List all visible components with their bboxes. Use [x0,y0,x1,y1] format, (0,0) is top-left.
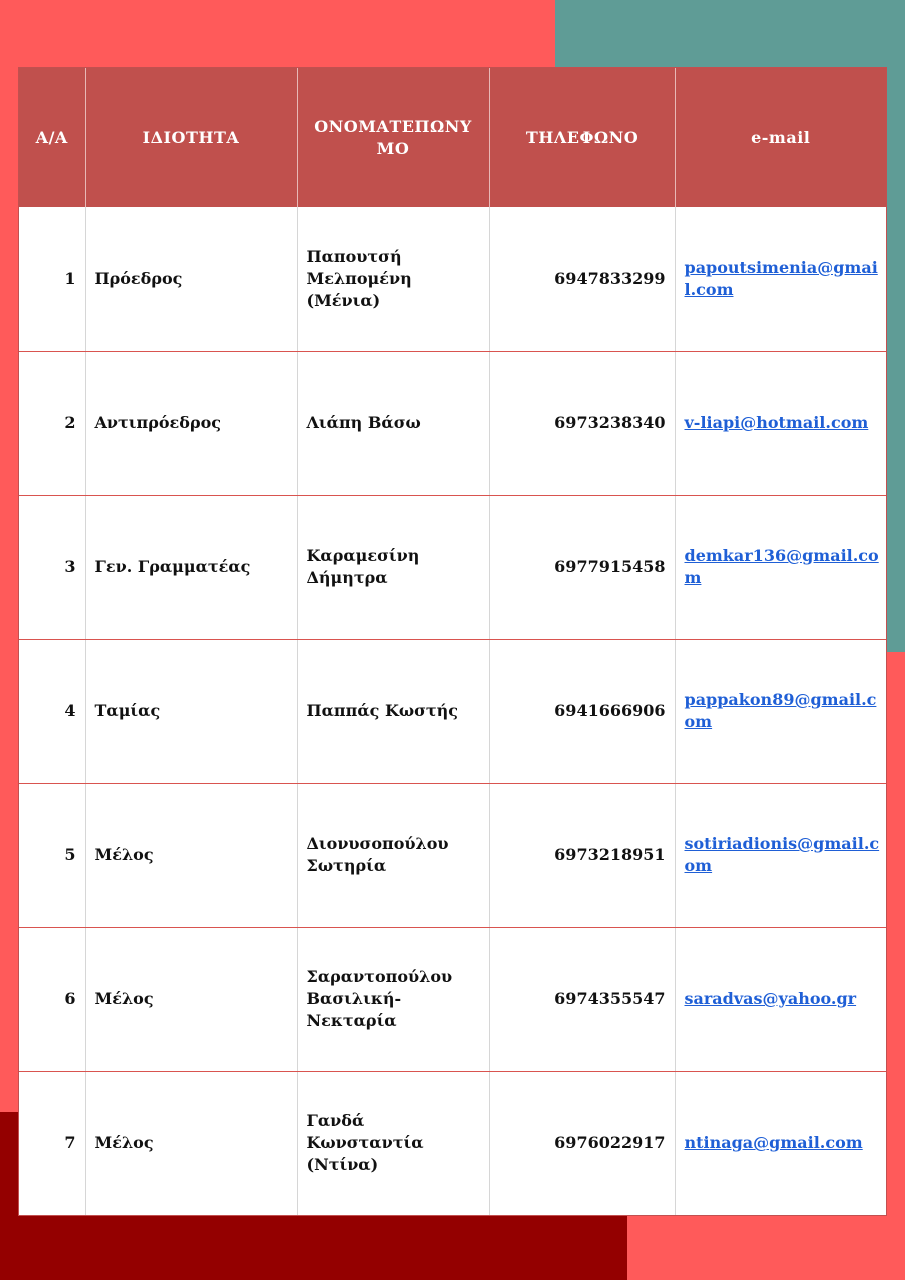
member-phone: 6973238340 [489,351,675,495]
table-row [19,495,886,639]
member-name: Διονυσοπούλου Σωτηρία [297,783,489,927]
member-phone: 6977915458 [489,495,675,639]
member-phone: 6947833299 [489,207,675,351]
table-row [19,207,886,351]
member-role: Μέλος [85,783,297,927]
email-link[interactable]: demkar136@gmail.com [684,546,879,587]
row-number: 4 [19,639,85,783]
email-link[interactable]: v-liapi@hotmail.com [684,413,869,432]
header-name: ΟΝΟΜΑΤΕΠΩΝΥΜΟ [297,68,489,207]
table-row [19,927,886,1071]
member-role: Πρόεδρος [85,207,297,351]
member-phone: 6974355547 [489,927,675,1071]
row-number: 7 [19,1071,85,1215]
member-email-cell [675,1071,886,1215]
table-row [19,351,886,495]
member-phone: 6973218951 [489,783,675,927]
member-name: Παππάς Κωστής [297,639,489,783]
member-email-cell [675,495,886,639]
header-aa: Α/Α [19,68,85,207]
header-role: ΙΔΙΟΤΗΤΑ [85,68,297,207]
board-members-table [18,67,887,1216]
email-link[interactable]: papoutsimenia@gmail.com [684,257,878,299]
table-header-row [19,68,886,207]
member-email-cell [675,927,886,1071]
member-name: Γανδά Κωνσταντία (Ντίνα) [297,1071,489,1215]
member-name: Σαραντοπούλου Βασιλική-Νεκταρία [297,927,489,1071]
table-row [19,783,886,927]
email-link[interactable]: ntinaga@gmail.com [684,1133,863,1153]
table-row [19,1071,886,1215]
member-name: Καραμεσίνη Δήμητρα [297,495,489,639]
row-number: 1 [19,207,85,351]
header-email: e-mail [675,68,886,207]
member-email-cell [675,351,886,495]
row-number: 3 [19,495,85,639]
member-role: Μέλος [85,927,297,1071]
email-link[interactable]: pappakon89@gmail.com [684,690,877,731]
member-role: Μέλος [85,1071,297,1215]
member-email-cell [675,783,886,927]
row-number: 6 [19,927,85,1071]
row-number: 2 [19,351,85,495]
table-row [19,639,886,783]
header-phone: ΤΗΛΕΦΩΝΟ [489,68,675,207]
member-phone: 6976022917 [489,1071,675,1215]
member-role: Αντιπρόεδρος [85,351,297,495]
member-name: Παπουτσή Μελπομένη (Μένια) [297,207,489,351]
email-link[interactable]: sotiriadionis@gmail.com [684,834,880,875]
member-name: Λιάπη Βάσω [297,351,489,495]
member-role: Γεν. Γραμματέας [85,495,297,639]
member-email-cell [675,207,886,351]
email-link[interactable]: saradvas@yahoo.gr [684,989,857,1008]
member-role: Ταμίας [85,639,297,783]
member-phone: 6941666906 [489,639,675,783]
row-number: 5 [19,783,85,927]
member-email-cell [675,639,886,783]
